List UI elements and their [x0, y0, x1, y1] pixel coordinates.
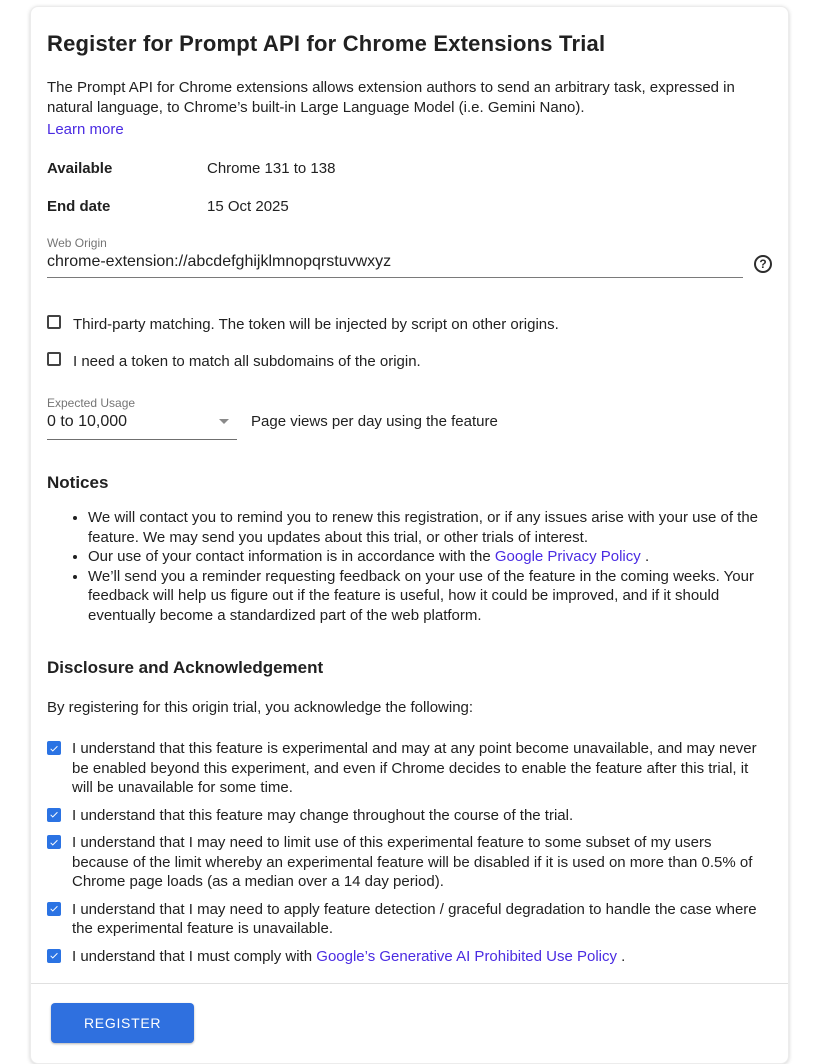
check-icon	[49, 903, 59, 914]
registration-card	[30, 6, 789, 1064]
available-value: Chrome 131 to 138	[207, 160, 336, 177]
card-body	[31, 7, 788, 966]
ack-checkbox[interactable]	[47, 808, 61, 822]
ack-checkbox[interactable]	[47, 949, 61, 963]
register-button[interactable]: REGISTER	[51, 1003, 194, 1043]
ack-text: I understand that this feature is experimental and may at any point become unavailable, and may never be enabled beyond this experiment, and even if Chrome decides to enable the feature after this trial, it will be unavailable for some time.	[72, 740, 757, 796]
ack-item-feature-detection[interactable]	[47, 900, 771, 939]
ack-item-prohibited-use[interactable]	[47, 947, 771, 967]
notice-text: We’ll send you a reminder requesting feedback on your use of the feature in the coming weeks. Your feedback will help us figure out if the feature is useful, how it could be improved, and if it should eventually become a standardized part of the web platform.	[88, 567, 754, 624]
third-party-matching-option[interactable]	[47, 315, 772, 334]
notice-text: We will contact you to remind you to renew this registration, or if any issues arise with your use of the feature. We may send you updates about this trial, or other trials of interest.	[88, 509, 759, 546]
expected-usage-description: Page views per day using the feature	[251, 413, 498, 430]
disclosure-intro: By registering for this origin trial, you acknowledge the following:	[47, 699, 474, 716]
available-label: Available	[47, 160, 113, 177]
ack-label	[72, 947, 625, 967]
privacy-policy-link[interactable]: Google Privacy Policy	[494, 548, 641, 565]
page-title: Register for Prompt API for Chrome Extensions Trial	[47, 31, 606, 56]
help-icon[interactable]: ?	[754, 255, 772, 273]
check-icon	[49, 809, 59, 820]
check-icon	[49, 837, 59, 848]
ack-checkbox[interactable]	[47, 902, 61, 916]
ack-label	[72, 806, 573, 826]
ack-label	[72, 739, 771, 798]
ack-item-may-change[interactable]	[47, 806, 771, 826]
card-footer	[31, 983, 788, 1063]
notices-list	[47, 508, 771, 625]
expected-usage-field	[47, 396, 772, 440]
notice-text: Our use of your contact information is in accordance with the	[88, 548, 495, 565]
generative-ai-policy-link[interactable]: Google’s Generative AI Prohibited Use Policy	[316, 947, 617, 965]
learn-more-link[interactable]: Learn more	[47, 121, 124, 138]
subdomains-option[interactable]	[47, 352, 772, 371]
subdomains-checkbox[interactable]	[47, 352, 61, 366]
web-origin-input[interactable]	[47, 250, 743, 278]
check-icon	[49, 743, 59, 754]
subdomains-label: I need a token to match all subdomains of the origin.	[73, 353, 421, 370]
ack-text: I understand that this feature may change throughout the course of the trial.	[72, 806, 574, 824]
ack-text: I understand that I may need to apply feature detection / graceful degradation to handle the case where the experimental feature is unavailable.	[72, 900, 757, 937]
ack-item-limit-use[interactable]	[47, 833, 771, 892]
expected-usage-row	[47, 410, 772, 440]
acknowledgement-list	[47, 739, 772, 966]
ack-label	[72, 833, 771, 892]
notice-item	[88, 567, 771, 626]
expected-usage-select[interactable]	[47, 410, 237, 440]
end-date-row	[47, 198, 772, 215]
notice-item	[88, 508, 771, 547]
notices-heading: Notices	[47, 473, 109, 492]
ack-label	[72, 900, 771, 939]
web-origin-field	[47, 236, 772, 278]
ack-text: I understand that I may need to limit use of this experimental feature to some subset of my users because of the limit whereby an experimental feature will be disabled if it is used on more than 0.5% of Chrome page loads (as a median over a 14 day period).	[72, 834, 753, 890]
ack-item-experimental[interactable]	[47, 739, 771, 798]
check-icon	[49, 950, 59, 961]
chevron-down-icon	[219, 419, 229, 424]
ack-text: I understand that I must comply with	[72, 947, 317, 965]
third-party-checkbox[interactable]	[47, 315, 61, 329]
end-date-label: End date	[47, 198, 111, 215]
web-origin-label: Web Origin	[47, 236, 107, 250]
trial-details	[47, 160, 772, 215]
notice-suffix: .	[640, 548, 650, 565]
web-origin-row	[47, 250, 772, 278]
end-date-value: 15 Oct 2025	[207, 198, 289, 215]
ack-checkbox[interactable]	[47, 741, 61, 755]
disclosure-heading: Disclosure and Acknowledgement	[47, 658, 324, 677]
available-row	[47, 160, 772, 177]
expected-usage-label: Expected Usage	[47, 396, 136, 410]
ack-checkbox[interactable]	[47, 835, 61, 849]
ack-suffix: .	[617, 947, 626, 965]
notice-item	[88, 547, 771, 567]
expected-usage-value: 0 to 10,000	[47, 413, 128, 430]
trial-description: The Prompt API for Chrome extensions allows extension authors to send an arbitrary task, expressed in natural language, to Chrome’s built-in Large Language Model (i.e. Gemini Nano).	[47, 79, 735, 116]
third-party-label: Third-party matching. The token will be injected by script on other origins.	[73, 316, 559, 333]
